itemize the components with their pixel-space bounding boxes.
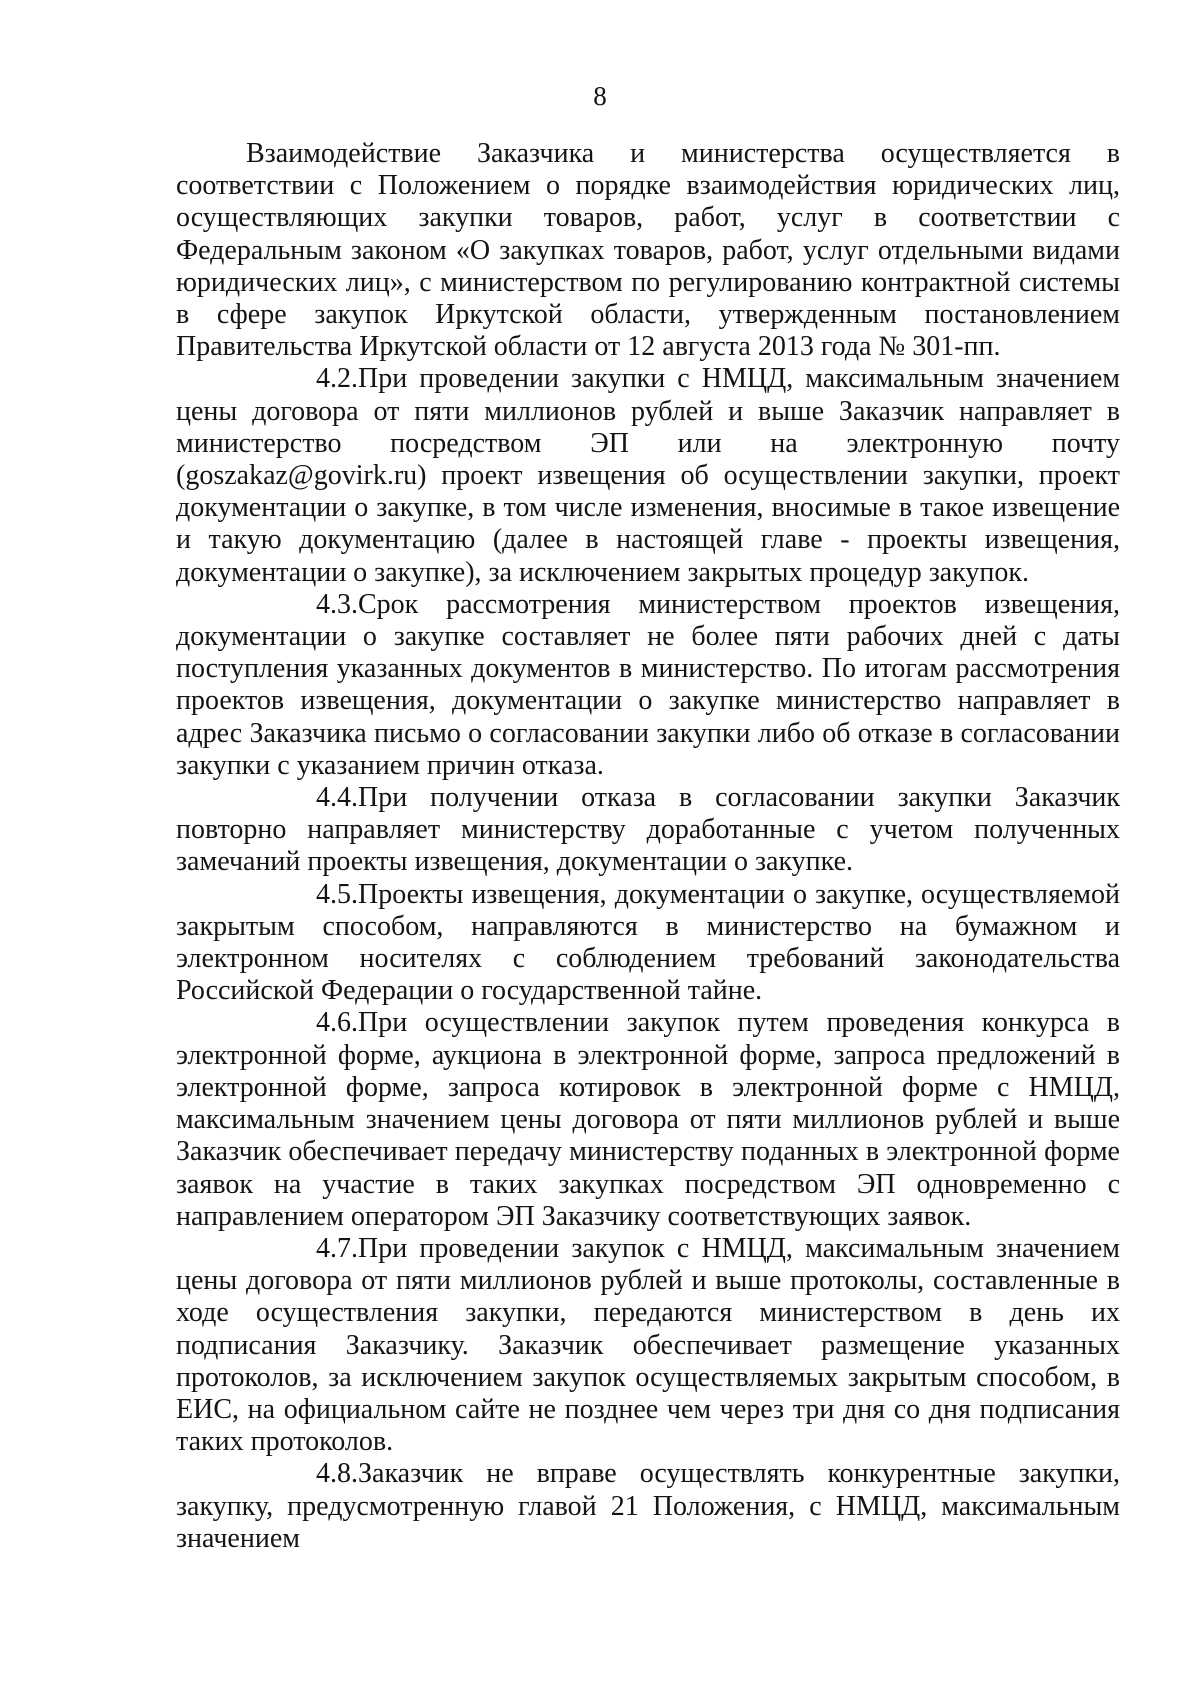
- paragraph-4-7: [176, 1233, 1120, 1458]
- paragraph-4-3: [176, 589, 1120, 782]
- paragraph-text: Взаимодействие Заказчика и министерства осуществляется в соответствии с Положением о порядке взаимодействия юридических лиц, осуществляющих закупки товаров, работ, услуг в соответствии с Федеральным законом «О закупках товаров, работ, услуг отдельными видами юридических лиц», с министерством по регулированию контрактной системы в сфере закупок Иркутской области, утвержденным постановлением Правительства Иркутской области от 12 августа 2013 года № 301-пп.: [176, 138, 1120, 363]
- paragraph-number: 4.4.: [316, 782, 358, 814]
- document-body: [176, 138, 1120, 1555]
- paragraph-intro: [176, 138, 1120, 363]
- paragraph-text: Срок рассмотрения министерством проектов извещения, документации о закупке составляет не более пяти рабочих дней с даты поступления указанных документов в министерство. По итогам рассмотрения проектов извещения, документации о закупке министерство направляет в адрес Заказчика письмо о согласовании закупки либо об отказе в согласовании закупки с указанием причин отказа.: [176, 588, 1120, 781]
- paragraph-number: 4.6.: [316, 1007, 358, 1039]
- paragraph-text: При проведении закупок с НМЦД, максимальным значением цены договора от пяти миллионов рублей и выше протоколы, составленные в ходе осуществления закупки, передаются министерством в день их подписания Заказчику. Заказчик обеспечивает размещение указанных протоколов, за исключением закупок осуществляемых закрытым способом, в ЕИС, на официальном сайте не позднее чем через три дня со дня подписания таких протоколов.: [176, 1232, 1120, 1458]
- paragraph-4-2: [176, 363, 1120, 588]
- paragraph-4-6: [176, 1007, 1120, 1232]
- paragraph-4-4: [176, 782, 1120, 879]
- paragraph-text: Проекты извещения, документации о закупке, осуществляемой закрытым способом, направляются в министерство на бумажном и электронном носителях с соблюдением требований законодательства Российской Федерации о государственной тайне.: [176, 878, 1120, 1007]
- paragraph-number: 4.7.: [316, 1232, 358, 1264]
- paragraph-4-5: [176, 879, 1120, 1008]
- paragraph-number: 4.8.: [316, 1458, 358, 1490]
- paragraph-4-8: [176, 1458, 1120, 1555]
- page-number: 8: [593, 81, 607, 111]
- paragraph-text: При получении отказа в согласовании закупки Заказчик повторно направляет министерству доработанные с учетом полученных замечаний проекты извещения, документации о закупке.: [176, 782, 1120, 878]
- paragraph-text: При осуществлении закупок путем проведения конкурса в электронной форме, аукциона в электронной форме, запроса предложений в электронной форме, запроса котировок в электронной форме с НМЦД, максимальным значением цены договора от пяти миллионов рублей и выше Заказчик обеспечивает передачу министерству поданных в электронной форме заявок на участие в таких закупках посредством ЭП одновременно с направлением оператором ЭП Заказчику соответствующих заявок.: [176, 1007, 1120, 1232]
- paragraph-number: 4.2.: [316, 363, 358, 395]
- paragraph-text: Заказчик не вправе осуществлять конкурентные закупки, закупку, предусмотренную главой 21 Положения, с НМЦД, максимальным значением: [176, 1458, 1120, 1554]
- paragraph-text: При проведении закупки с НМЦД, максимальным значением цены договора от пяти миллионов рублей и выше Заказчик направляет в министерство посредством ЭП или на электронную почту (goszakaz@govirk.ru) проект извещения об осуществлении закупки, проект документации о закупке, в том числе изменения, вносимые в такое извещение и такую документацию (далее в настоящей главе - проекты извещения, документации о закупке), за исключением закрытых процедур закупок.: [176, 363, 1120, 588]
- paragraph-number: 4.5.: [316, 878, 358, 910]
- paragraph-number: 4.3.: [316, 588, 358, 620]
